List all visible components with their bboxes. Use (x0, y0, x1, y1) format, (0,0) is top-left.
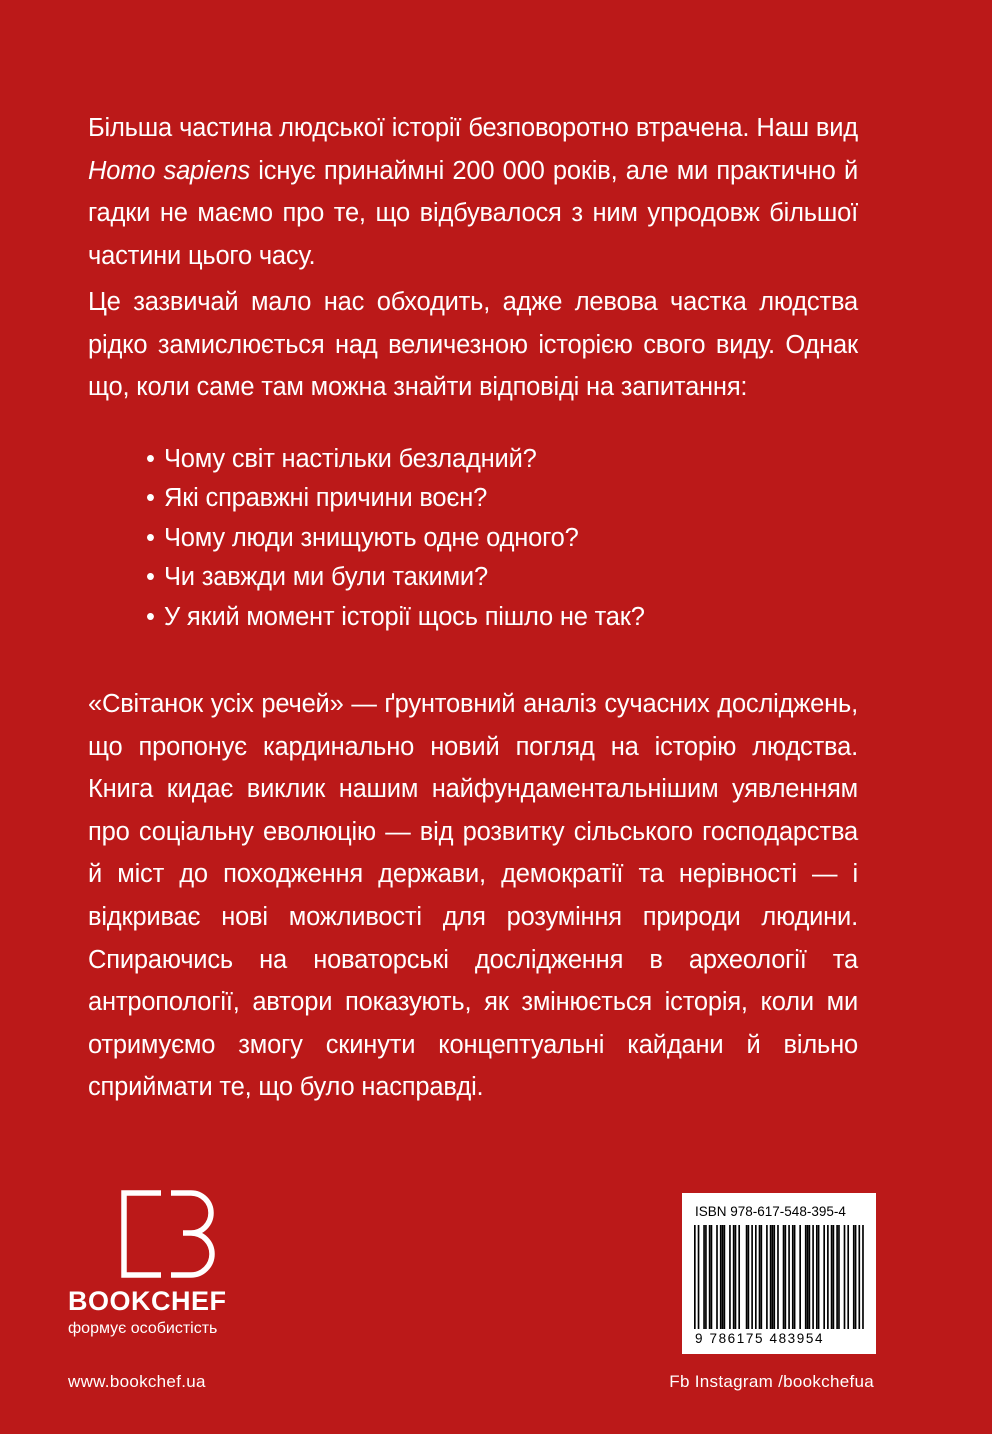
question-text: Чому люди знищують одне одного? (164, 523, 579, 552)
description-paragraph-3: «Світанок усіх речей» — ґрунтовний аналіз сучасних досліджень, що пропонує кардинально новий погляд на історію людства. Книга кидає виклик нашим найфундаментальнішим уявленням про соціальну еволюцію — від розвитку сільського господарства й міст до походження держави, демократії та нерівності — і відкриває нові можливості для розуміння природи людини. Спираючись на новаторські дослідження в археології та антропології, автори показують, як змінюється історія, коли ми отримуємо змогу скинути концептуальні кайдани й вільно сприймати те, що було насправді. (88, 690, 858, 1102)
bullet-icon: • (146, 445, 155, 473)
bullet-icon: • (146, 563, 155, 592)
species-name: Homo sapiens (88, 156, 251, 185)
bullet-icon: • (146, 602, 155, 631)
list-item (146, 558, 645, 597)
bullet-icon: • (146, 484, 155, 513)
list-item (146, 440, 645, 479)
question-text: Чи завжди ми були такими? (164, 563, 488, 592)
publisher-logo (68, 1190, 308, 1350)
description-paragraph-2: Це зазвичай мало нас обходить, адже левова частка людства рідко замислюється над величезною історією свого виду. Однак що, коли саме там можна знайти відповіді на запитання: (88, 288, 858, 402)
question-text: Чому світ настільки безладний? (164, 445, 537, 473)
isbn-number: ISBN 978-617-548-395-4 (695, 1204, 846, 1219)
list-item (146, 598, 645, 637)
publisher-tagline: формує особистість (68, 1320, 218, 1337)
description-paragraph-1 (88, 107, 858, 277)
question-text: Які справжні причини воєн? (164, 484, 488, 513)
social-links: Fb Instagram /bookchefua (669, 1372, 874, 1391)
barcode-digits: 9 786175 483954 (695, 1331, 825, 1346)
isbn-barcode (682, 1193, 876, 1354)
bullet-icon: • (146, 523, 155, 552)
publisher-name: BOOKCHEF (68, 1286, 227, 1316)
list-item (146, 519, 645, 558)
barcode-bars (694, 1225, 864, 1329)
question-text: У який момент історії щось пішло не так? (164, 602, 645, 631)
publisher-website: www.bookchef.ua (68, 1372, 206, 1391)
list-item (146, 479, 645, 518)
questions-list (146, 440, 645, 637)
bookchef-logo-icon (121, 1190, 217, 1278)
paragraph-1-part-1: Більша частина людської історії безповоротно втрачена. Наш вид (88, 114, 858, 142)
paragraph-1-part-2: існує принаймні 200 000 років, але ми практично й гадки не маємо про те, що відбувалося з ним упродовж більшої частини цього часу. (88, 156, 858, 270)
